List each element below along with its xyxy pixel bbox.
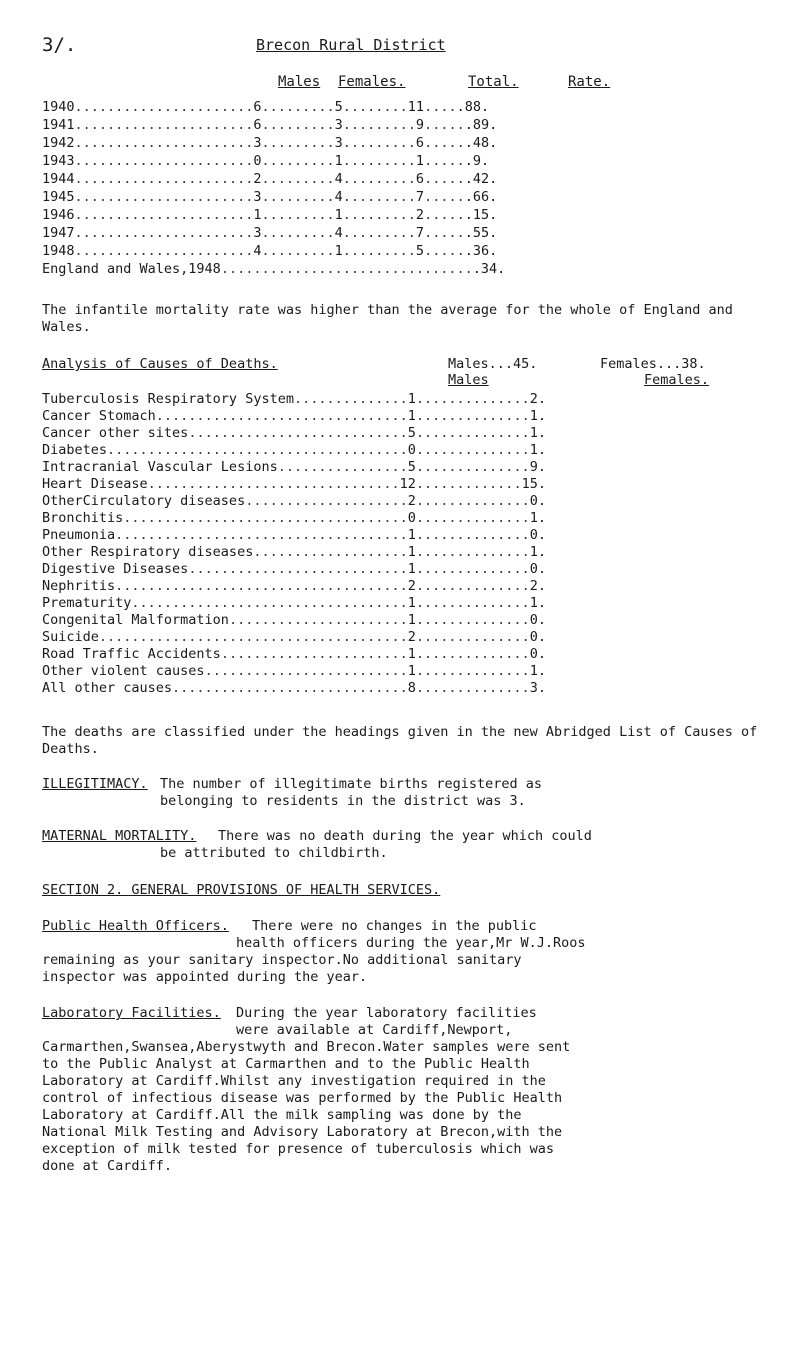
causes-females-col: Females.	[644, 372, 710, 388]
table-row: 1942......................3.........3.........6......48.	[42, 135, 498, 151]
cause-label: All other causes	[42, 680, 173, 696]
year-label: 1946	[42, 207, 75, 223]
public-health-line-4: inspector was appointed during the year.	[42, 969, 368, 985]
table-row: 1940......................6.........5........11.....88.	[42, 99, 490, 115]
females-value: 5	[334, 99, 343, 115]
maternal-line-1: There was no death during the year which could	[218, 828, 592, 844]
rate-value: .48	[464, 135, 490, 151]
females-value: 2	[529, 578, 538, 594]
females-value: 1	[529, 408, 538, 424]
rate-value: .9	[464, 153, 481, 169]
public-health-heading: Public Health Officers.	[42, 918, 229, 934]
males-value: 0	[253, 153, 262, 169]
males-value: 1	[407, 663, 416, 679]
females-value: 0	[529, 646, 538, 662]
males-value: 1	[407, 408, 416, 424]
laboratory-line-6: control of infectious disease was performed by the Public Health	[42, 1090, 563, 1106]
females-value: 2	[529, 391, 538, 407]
laboratory-line-7: Laboratory at Cardiff.All the milk sampling was done by the	[42, 1107, 522, 1123]
cause-label: Suicide	[42, 629, 99, 645]
males-value: 2	[253, 171, 262, 187]
laboratory-line-8: National Milk Testing and Advisory Laboratory at Brecon,with the	[42, 1124, 563, 1140]
district-title: Brecon Rural District	[256, 36, 446, 54]
total-value: 11	[407, 99, 425, 115]
year-label: 1945	[42, 189, 75, 205]
cause-row: Intracranial Vascular Lesions................5..............9.	[42, 459, 546, 475]
cause-label: OtherCirculatory diseases	[42, 493, 246, 509]
males-total-summary: Males...45.	[448, 356, 538, 372]
males-value: 6	[253, 117, 262, 133]
cause-label: Intracranial Vascular Lesions	[42, 459, 278, 475]
total-value: 2	[415, 207, 425, 223]
females-value: 3	[529, 680, 538, 696]
public-health-line-2: health officers during the year,Mr W.J.Roos	[236, 935, 586, 951]
males-value: 2	[407, 629, 416, 645]
rate-value: .89	[464, 117, 490, 133]
males-value: 3	[253, 135, 262, 151]
males-value: 1	[407, 595, 416, 611]
males-value: 1	[407, 527, 416, 543]
cause-row: Cancer Stomach...............................1..............1.	[42, 408, 546, 424]
males-value: 1	[407, 646, 416, 662]
females-value: 1	[529, 595, 538, 611]
cause-label: Nephritis	[42, 578, 116, 594]
cause-row: Digestive Diseases...........................1..............0.	[42, 561, 546, 577]
males-value: 5	[407, 459, 416, 475]
males-value: 1	[407, 544, 416, 560]
females-total-summary: Females...38.	[600, 356, 706, 372]
cause-label: Tuberculosis Respiratory System	[42, 391, 294, 407]
maternal-heading: MATERNAL MORTALITY.	[42, 828, 197, 844]
females-value: 0	[529, 493, 538, 509]
males-value: 8	[407, 680, 416, 696]
total-value: 9	[415, 117, 425, 133]
total-value: 1	[415, 153, 425, 169]
illegitimacy-heading: ILLEGITIMACY.	[42, 776, 148, 792]
cause-row: Suicide......................................2..............0.	[42, 629, 546, 645]
cause-label: Digestive Diseases	[42, 561, 189, 577]
infantile-mortality-text: The infantile mortality rate was higher than the average for the whole of England and Wales.	[42, 302, 733, 335]
cause-row: Bronchitis...................................0..............1.	[42, 510, 546, 526]
year-label: 1942	[42, 135, 75, 151]
table-row: 1943......................0.........1.........1......9.	[42, 153, 490, 169]
females-value: 1	[529, 544, 538, 560]
cause-label: Bronchitis	[42, 510, 124, 526]
col-rate-header: Rate.	[568, 74, 611, 90]
cause-label: Congenital Malformation	[42, 612, 229, 628]
males-value: 1	[253, 207, 262, 223]
cause-label: Cancer Stomach	[42, 408, 156, 424]
causes-males-col: Males	[448, 372, 489, 388]
page-number: 3/.	[42, 34, 77, 56]
females-value: 3	[334, 135, 343, 151]
public-health-line-3: remaining as your sanitary inspector.No additional sanitary	[42, 952, 522, 968]
classified-text: The deaths are classified under the headings given in the new Abridged List of Causes of Deaths.	[42, 724, 758, 757]
england-wales-row: England and Wales,1948................................34.	[42, 261, 506, 277]
table-row: 1945......................3.........4.........7......66.	[42, 189, 498, 205]
col-males-header: Males	[278, 74, 321, 90]
cause-row: Other Respiratory diseases...................1..............1.	[42, 544, 546, 560]
cause-row: Road Traffic Accidents.......................1..............0.	[42, 646, 546, 662]
total-value: 7	[415, 189, 425, 205]
males-value: 0	[407, 442, 416, 458]
table-row: 1944......................2.........4.........6......42.	[42, 171, 498, 187]
females-value: 3	[334, 117, 343, 133]
cause-row: Cancer other sites...........................5..............1.	[42, 425, 546, 441]
cause-label: Other Respiratory diseases	[42, 544, 254, 560]
year-label: 1944	[42, 171, 75, 187]
cause-row: Diabetes.....................................0..............1.	[42, 442, 546, 458]
females-value: 1	[334, 243, 343, 259]
laboratory-line-4: to the Public Analyst at Carmarthen and to the Public Health	[42, 1056, 530, 1072]
causes-heading: Analysis of Causes of Deaths.	[42, 356, 278, 372]
laboratory-line-5: Laboratory at Cardiff.Whilst any investigation required in the	[42, 1073, 546, 1089]
males-value: 1	[407, 561, 416, 577]
cause-row: All other causes.............................8..............3.	[42, 680, 546, 696]
males-value: 4	[253, 243, 262, 259]
total-value: 7	[415, 225, 425, 241]
laboratory-line-1: During the year laboratory facilities	[236, 1005, 537, 1021]
cause-row: Tuberculosis Respiratory System..............1..............2.	[42, 391, 546, 407]
year-label: 1948	[42, 243, 75, 259]
year-label: 1940	[42, 99, 75, 115]
rate-value: .42	[464, 171, 490, 187]
females-value: 1	[334, 153, 343, 169]
females-value: 1	[529, 425, 538, 441]
females-value: 0	[529, 561, 538, 577]
illegitimacy-line-1: The number of illegitimate births registered as	[160, 776, 543, 792]
cause-label: Diabetes	[42, 442, 108, 458]
females-value: 1	[529, 442, 538, 458]
females-value: 4	[334, 189, 343, 205]
laboratory-line-2: were available at Cardiff,Newport,	[236, 1022, 513, 1038]
col-females-header: Females.	[338, 74, 406, 90]
males-value: 1	[407, 391, 416, 407]
males-value: 3	[253, 189, 262, 205]
females-value: 1	[334, 207, 343, 223]
table-row: 1946......................1.........1.........2......15.	[42, 207, 498, 223]
females-value: 0	[529, 527, 538, 543]
females-value: 4	[334, 225, 343, 241]
males-value: 1	[407, 612, 416, 628]
total-value: 6	[415, 135, 425, 151]
rate-value: .36	[464, 243, 490, 259]
females-value: 1	[529, 663, 538, 679]
england-rate: .34	[472, 261, 498, 277]
section2-heading: SECTION 2. GENERAL PROVISIONS OF HEALTH SERVICES.	[42, 882, 441, 898]
year-label: 1941	[42, 117, 75, 133]
public-health-line-1: There were no changes in the public	[252, 918, 537, 934]
males-value: 0	[407, 510, 416, 526]
males-value: 5	[407, 425, 416, 441]
year-label: 1943	[42, 153, 75, 169]
cause-row: Prematurity..................................1..............1.	[42, 595, 546, 611]
cause-row: Pneumonia....................................1..............0.	[42, 527, 546, 543]
cause-label: Prematurity	[42, 595, 132, 611]
cause-label: Heart Disease	[42, 476, 148, 492]
illegitimacy-line-2: belonging to residents in the district was 3.	[160, 793, 526, 809]
total-value: 6	[415, 171, 425, 187]
year-label: 1947	[42, 225, 75, 241]
col-total-header: Total.	[468, 74, 519, 90]
laboratory-line-9: exception of milk tested for presence of tuberculosis which was	[42, 1141, 555, 1157]
males-value: 3	[253, 225, 262, 241]
females-value: 15	[521, 476, 538, 492]
cause-label: Road Traffic Accidents	[42, 646, 221, 662]
females-value: 9	[529, 459, 538, 475]
females-value: 0	[529, 629, 538, 645]
cause-row: OtherCirculatory diseases....................2..............0.	[42, 493, 546, 509]
cause-row: Congenital Malformation......................1..............0.	[42, 612, 546, 628]
table-row: 1941......................6.........3.........9......89.	[42, 117, 498, 133]
cause-row: Other violent causes.........................1..............1.	[42, 663, 546, 679]
table-row: 1947......................3.........4.........7......55.	[42, 225, 498, 241]
cause-label: Other violent causes	[42, 663, 205, 679]
rate-value: .66	[464, 189, 490, 205]
laboratory-line-10: done at Cardiff.	[42, 1158, 173, 1174]
females-value: 0	[529, 612, 538, 628]
laboratory-line-3: Carmarthen,Swansea,Aberystwyth and Brecon.Water samples were sent	[42, 1039, 571, 1055]
cause-label: Pneumonia	[42, 527, 116, 543]
laboratory-heading: Laboratory Facilities.	[42, 1005, 221, 1021]
table-row: 1948......................4.........1.........5......36.	[42, 243, 498, 259]
rate-value: .55	[464, 225, 490, 241]
females-value: 4	[334, 171, 343, 187]
maternal-line-2: be attributed to childbirth.	[160, 845, 388, 861]
cause-row: Heart Disease...............................12.............15.	[42, 476, 546, 492]
rate-value: .15	[464, 207, 490, 223]
males-value: 2	[407, 493, 416, 509]
males-value: 2	[407, 578, 416, 594]
rate-value: .88	[456, 99, 481, 115]
females-value: 1	[529, 510, 538, 526]
males-value: 6	[253, 99, 262, 115]
total-value: 5	[415, 243, 425, 259]
males-value: 12	[399, 476, 416, 492]
cause-row: Nephritis....................................2..............2.	[42, 578, 546, 594]
england-label: England and Wales,1948	[42, 261, 221, 277]
cause-label: Cancer other sites	[42, 425, 189, 441]
